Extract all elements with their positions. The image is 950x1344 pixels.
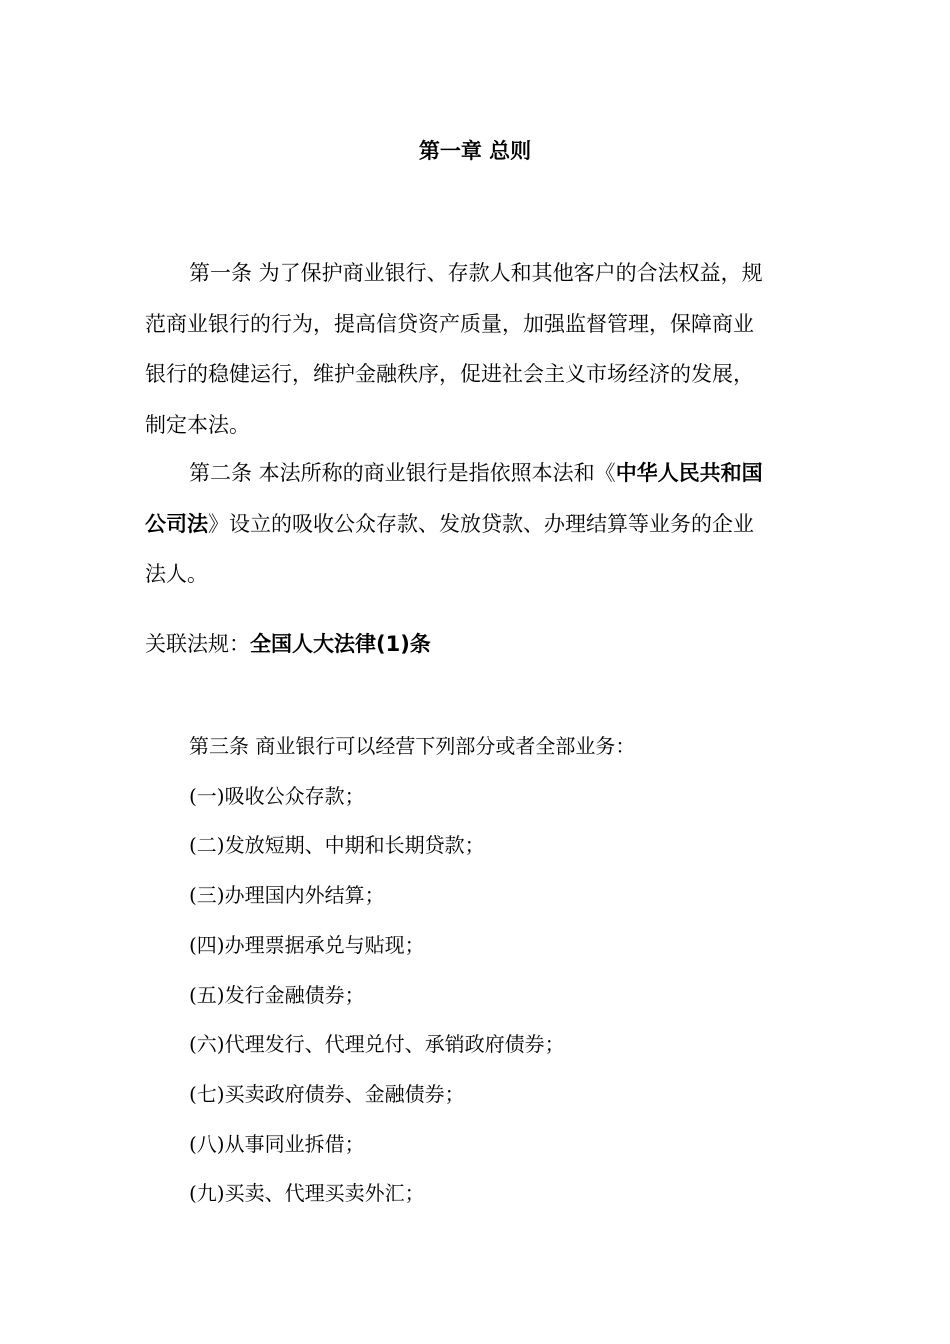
article-3-item: (八)从事同业拆借； — [189, 1131, 365, 1156]
article-3-item: (一)吸收公众存款； — [189, 783, 365, 808]
related-regulations — [145, 626, 431, 662]
article-3-item: (七)买卖政府债券、金融债券； — [189, 1081, 465, 1106]
article-2-line — [145, 448, 805, 499]
article-2-line: 法人。 — [145, 562, 208, 586]
article-3-item: (六)代理发行、代理兑付、承销政府债券； — [189, 1032, 565, 1057]
chapter-title: 第一章 总则 — [418, 139, 532, 163]
related-law-link[interactable]: 全国人大法律(1)条 — [250, 632, 431, 656]
article-2 — [145, 448, 805, 600]
article-2-line — [145, 499, 805, 550]
article-2-text: 》设立的吸收公众存款、发放贷款、办理结算等业务的企业 — [208, 511, 754, 536]
law-link-civil-code[interactable]: 中华人民共和国 — [615, 461, 763, 485]
article-1-line: 制定本法。 — [145, 412, 250, 437]
article-3-intro: 第三条 商业银行可以经营下列部分或者全部业务： — [189, 734, 636, 758]
article-3-item: (二)发放短期、中期和长期贷款； — [189, 833, 485, 858]
article-3-item: (五)发行金融债券； — [189, 982, 365, 1007]
article-1-line: 第一条 为了保护商业银行、存款人和其他客户的合法权益，规 — [189, 261, 763, 285]
article-1-line: 范商业银行的行为，提高信贷资产质量，加强监督管理，保障商业 — [145, 311, 754, 336]
article-3 — [189, 722, 635, 1219]
article-1 — [145, 248, 805, 450]
article-3-item: (三)办理国内外结算； — [189, 883, 385, 908]
related-label: 关联法规： — [145, 632, 250, 656]
article-1-line: 银行的稳健运行，维护金融秩序，促进社会主义市场经济的发展， — [145, 362, 754, 386]
article-3-item: (四)办理票据承兑与贴现； — [189, 932, 425, 957]
article-3-item: (九)买卖、代理买卖外汇； — [189, 1181, 425, 1206]
law-link-company-law[interactable]: 公司法 — [145, 511, 208, 536]
article-2-text: 第二条 本法所称的商业银行是指依照本法和《 — [189, 461, 616, 485]
